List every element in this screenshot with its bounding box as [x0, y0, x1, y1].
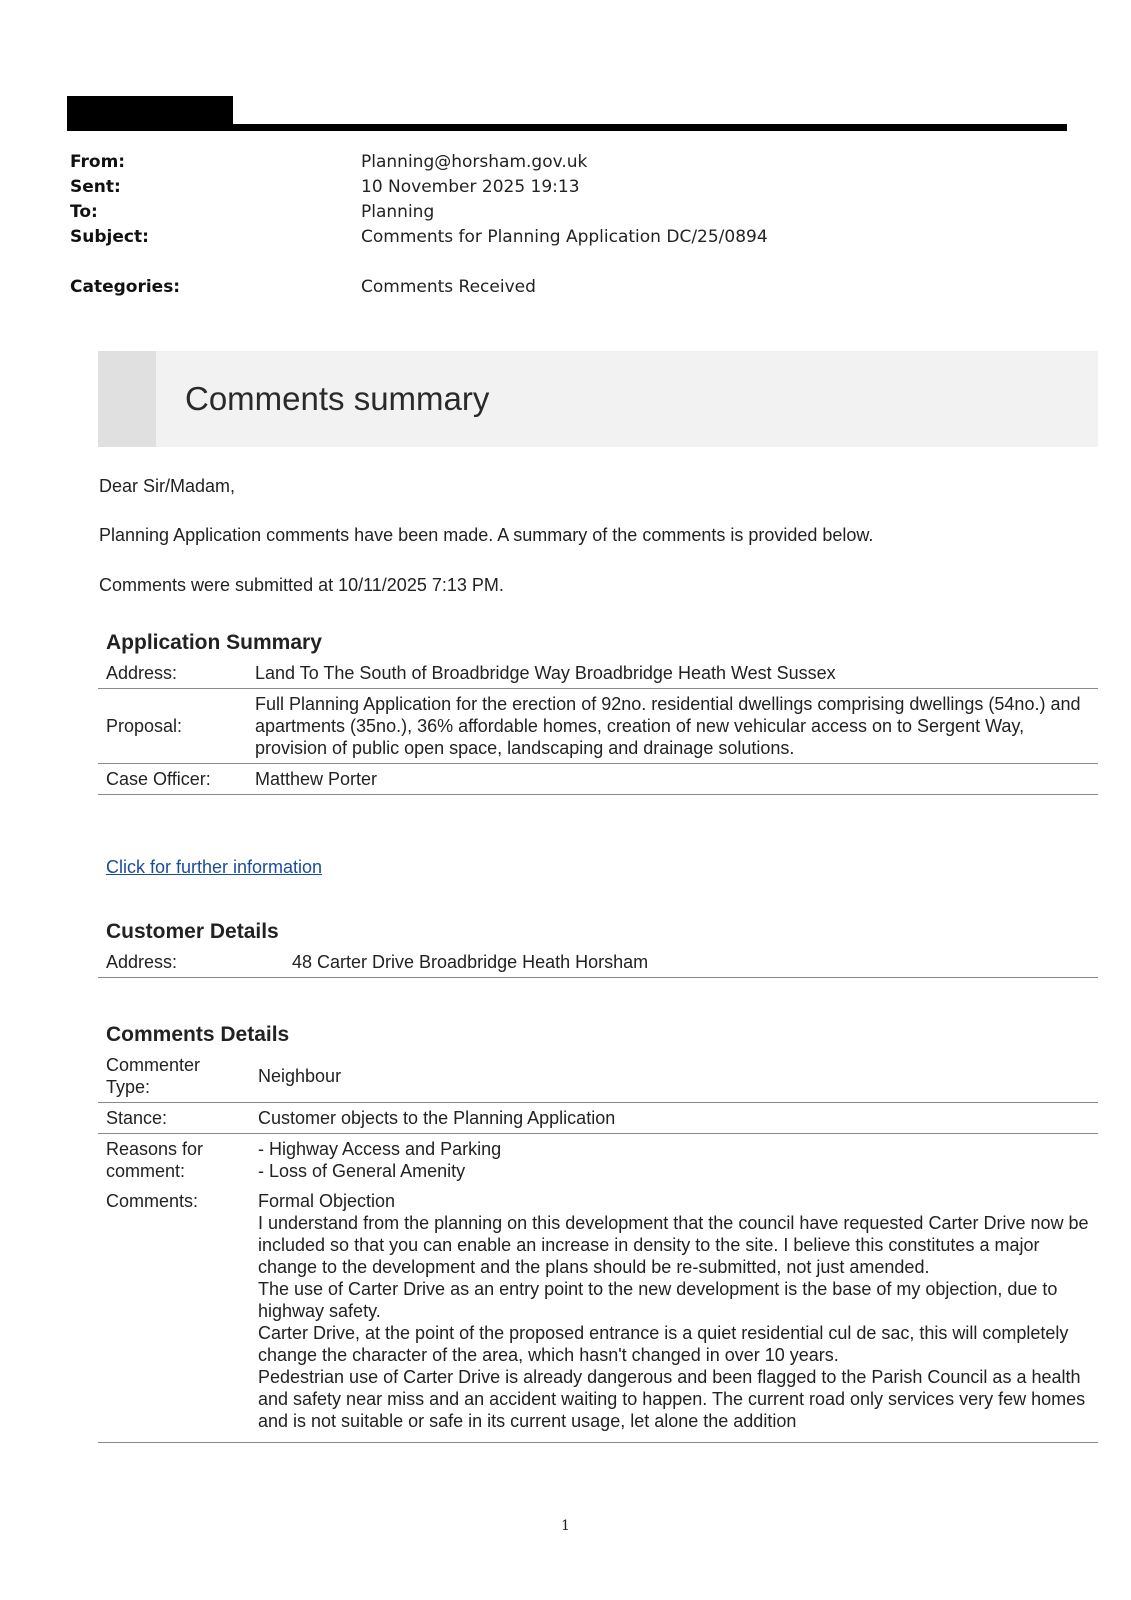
commenter-type-label: Commenter Type: — [98, 1050, 250, 1103]
header-rule — [67, 124, 1067, 131]
banner-title: Comments summary — [185, 380, 490, 417]
comment-paragraph: I understand from the planning on this development that the council have requested Carter Drive now be included so that you can enable an increase in density to the site. I believe this constitutes a major change to the development and the plans should be re-submitted, not just amended. — [258, 1213, 1089, 1277]
stance-row — [98, 1103, 1098, 1134]
from-label: From: — [70, 152, 126, 172]
comments-details-table — [98, 1050, 1098, 1443]
from-value: Planning@horsham.gov.uk — [361, 152, 588, 172]
subject-value: Comments for Planning Application DC/25/0894 — [361, 227, 768, 247]
comment-paragraph: Formal Objection — [258, 1191, 396, 1211]
case-officer-label: Case Officer: — [98, 764, 247, 795]
subject-label: Subject: — [70, 227, 149, 247]
to-label: To: — [70, 202, 98, 222]
reason-item: - Highway Access and Parking — [258, 1139, 502, 1159]
page-number: 1 — [561, 1518, 570, 1534]
commenter-type-row — [98, 1050, 1098, 1103]
intro-line-1: Planning Application comments have been made. A summary of the comments is provided below. — [99, 525, 874, 545]
case-officer-value: Matthew Porter — [247, 764, 1098, 795]
customer-address-label: Address: — [98, 947, 284, 978]
further-info-link-wrap — [106, 857, 322, 878]
application-summary-section — [98, 628, 1098, 795]
app-address-label: Address: — [98, 658, 247, 689]
commenter-type-value: Neighbour — [250, 1050, 1098, 1103]
from-row — [70, 150, 970, 175]
comments-row — [98, 1186, 1098, 1443]
customer-details-table — [98, 947, 1098, 978]
reasons-list — [250, 1134, 1098, 1187]
sent-value: 10 November 2025 19:13 — [361, 177, 580, 197]
stance-label: Stance: — [98, 1103, 250, 1134]
intro-line-2: Comments were submitted at 10/11/2025 7:13 PM. — [99, 575, 504, 595]
sent-row — [70, 175, 970, 200]
proposal-value: Full Planning Application for the erection of 92no. residential dwellings comprising dwellings (54no.) and apartments (35no.), 36% affordable homes, creation of new vehicular access on to Sergent Way, provision of public open space, landscaping and drainage solutions. — [247, 689, 1098, 764]
comment-paragraph: Pedestrian use of Carter Drive is already dangerous and been flagged to the Parish Council as a health and safety near miss and an accident waiting to happen. The current road only services very few homes and is not suitable or safe in its current usage, let alone the addition — [258, 1367, 1086, 1431]
reasons-label: Reasons for comment: — [106, 1139, 204, 1181]
subject-row — [70, 225, 970, 250]
sent-label: Sent: — [70, 177, 121, 197]
application-summary-table — [98, 658, 1098, 795]
comment-paragraph: Carter Drive, at the point of the proposed entrance is a quiet residential cul de sac, this will completely change the character of the area, which hasn't changed in over 10 years. — [258, 1323, 1069, 1365]
categories-label: Categories: — [70, 277, 181, 297]
comments-label: Comments: — [98, 1186, 250, 1443]
categories-value: Comments Received — [361, 277, 536, 297]
customer-address-row — [98, 947, 1098, 978]
application-summary-title: Application Summary — [106, 631, 322, 654]
comments-text — [250, 1186, 1098, 1443]
app-address-value: Land To The South of Broadbridge Way Broadbridge Heath West Sussex — [247, 658, 1098, 689]
proposal-row — [98, 689, 1098, 764]
comment-paragraph: The use of Carter Drive as an entry point to the new development is the base of my objection, due to highway safety. — [258, 1279, 1058, 1321]
further-info-link[interactable]: Click for further information — [106, 857, 323, 877]
case-officer-row — [98, 764, 1098, 795]
proposal-label: Proposal: — [98, 689, 247, 764]
reasons-row — [98, 1134, 1098, 1187]
categories-row — [70, 275, 970, 300]
customer-details-title: Customer Details — [106, 920, 279, 943]
greeting: Dear Sir/Madam, — [99, 476, 236, 496]
customer-details-section — [98, 917, 1098, 978]
customer-address-value: 48 Carter Drive Broadbridge Heath Horsham — [284, 947, 1098, 978]
to-value: Planning — [361, 202, 435, 222]
app-address-row — [98, 658, 1098, 689]
stance-value: Customer objects to the Planning Application — [250, 1103, 1098, 1134]
reason-item: - Loss of General Amenity — [258, 1161, 466, 1181]
comments-details-section — [98, 1020, 1098, 1443]
banner-stripe — [98, 351, 156, 447]
email-header — [70, 150, 970, 300]
comments-details-title: Comments Details — [106, 1023, 290, 1046]
comments-summary-banner — [98, 351, 1098, 447]
to-row — [70, 200, 970, 225]
